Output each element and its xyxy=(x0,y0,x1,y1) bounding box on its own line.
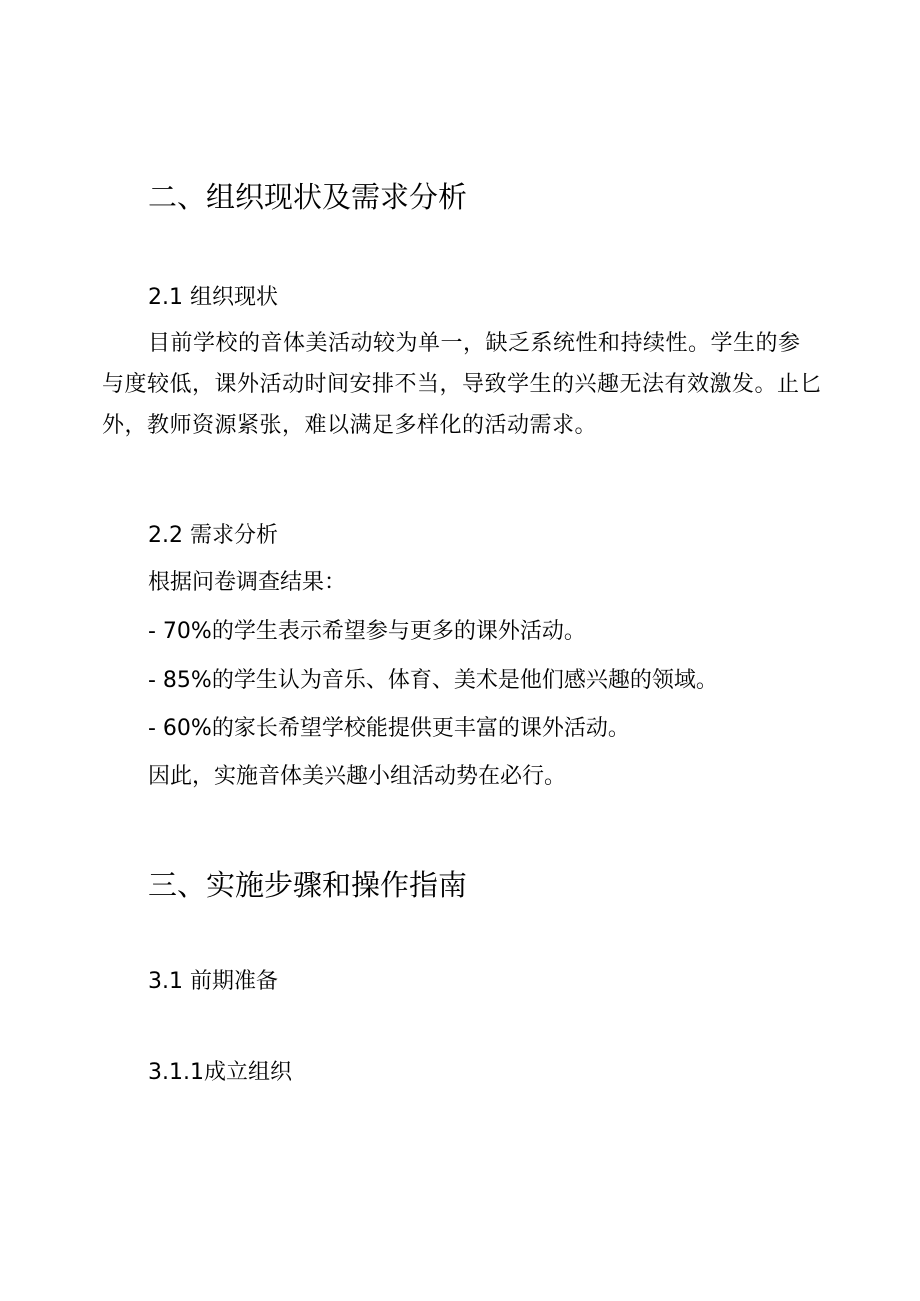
section-3-1-1-heading: 3.1.1成立组织 xyxy=(148,1060,292,1085)
section-2-heading: 二、组织现状及需求分析 xyxy=(148,180,468,214)
survey-item: - 60%的家长希望学校能提供更丰富的课外活动。 xyxy=(148,716,630,741)
survey-item: - 85%的学生认为音乐、体育、美术是他们感兴趣的领域。 xyxy=(148,668,718,693)
survey-intro: 根据问卷调查结果： xyxy=(148,570,347,595)
section-3-1-heading: 3.1 前期准备 xyxy=(148,969,278,994)
survey-item: - 70%的学生表示希望参与更多的课外活动。 xyxy=(148,619,586,644)
section-3-heading: 三、实施步骤和操作指南 xyxy=(148,868,468,902)
section-2-2-heading: 2.2 需求分析 xyxy=(148,523,278,548)
section-2-1-paragraph: 目前学校的音体美活动较为单一，缺乏系统性和持续性。学生的参与度较低，课外活动时间安排不当，导致学生的兴趣无法有效激发。止匕外，教师资源紧张，难以满足多样化的活动需求。 xyxy=(102,331,823,438)
section-2-2-conclusion: 因此，实施音体美兴趣小组活动势在必行。 xyxy=(148,764,567,789)
section-2-1-heading: 2.1 组织现状 xyxy=(148,285,278,310)
